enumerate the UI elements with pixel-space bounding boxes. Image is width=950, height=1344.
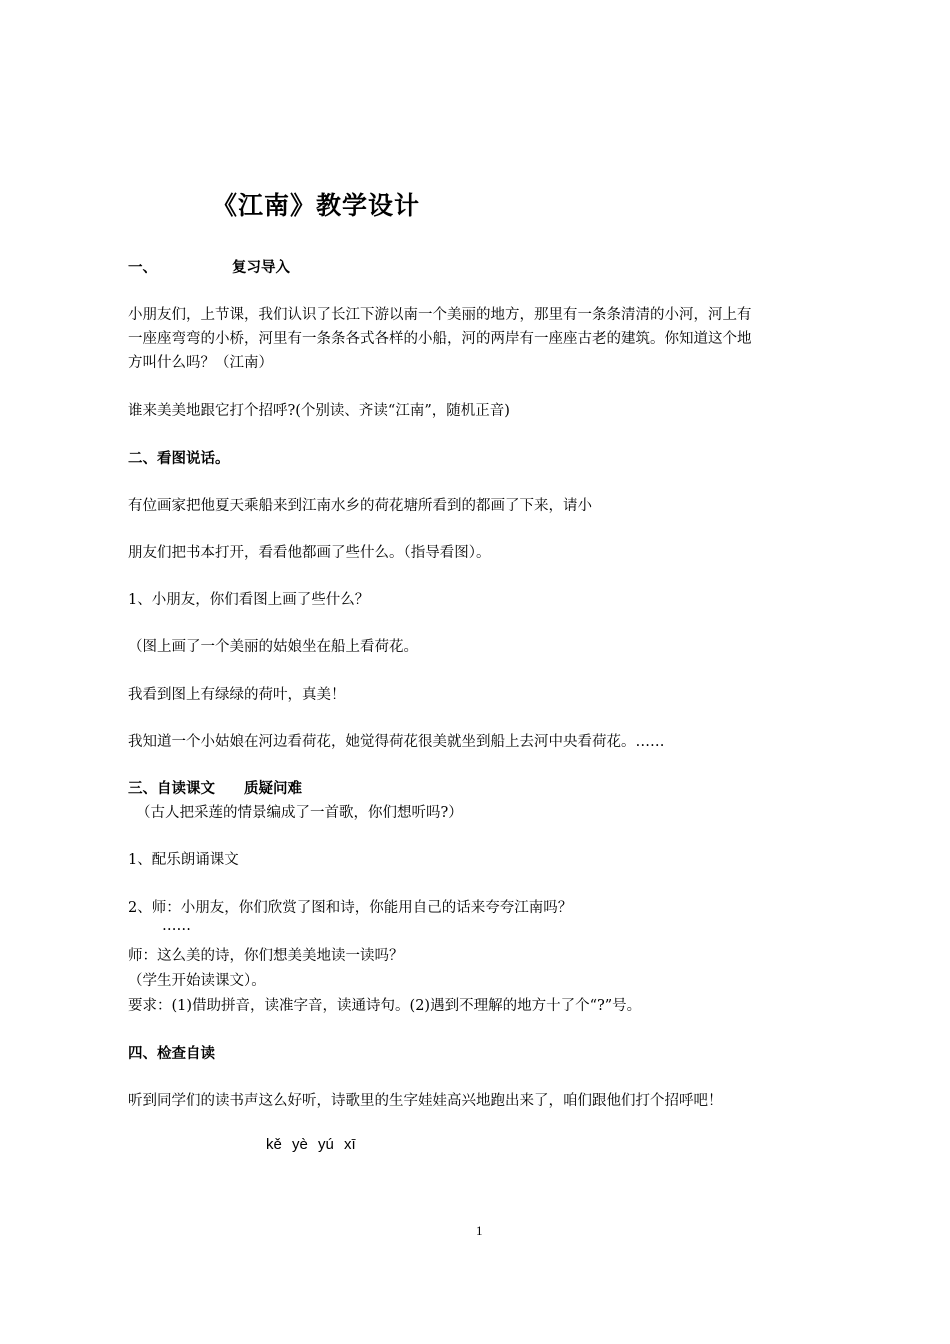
- ellipsis: ……: [162, 918, 191, 934]
- question: 1、小朋友，你们看图上画了些什么？: [128, 592, 370, 608]
- paragraph-line: （学生开始读课文）。: [128, 973, 266, 989]
- answer: 我知道一个小姑娘在河边看荷花，她觉得荷花很美就坐到船上去河中央看荷花。……: [128, 734, 665, 750]
- paragraph: 听到同学们的读书声这么好听，诗歌里的生字娃娃高兴地跑出来了，咱们跟他们打个招呼吧！: [128, 1093, 723, 1109]
- list-item: 2、师：小朋友，你们欣赏了图和诗，你能用自己的话来夸夸江南吗？: [128, 900, 573, 916]
- paragraph: 朋友们把书本打开，看看他都画了些什么。（指导看图）。: [128, 545, 491, 561]
- paragraph-line: 师：这么美的诗，你们想美美地读一读吗？: [128, 948, 404, 964]
- section-3-heading: 三、自读课文 质疑问难: [128, 781, 302, 797]
- list-item: 1、配乐朗诵课文: [128, 852, 239, 868]
- paragraph-line: 小朋友们，上节课，我们认识了长江下游以南一个美丽的地方，那里有一条条清清的小河，河上有: [128, 307, 752, 323]
- section-1-heading: 复习导入: [232, 260, 290, 276]
- section-4-heading: 四、检查自读: [128, 1046, 215, 1062]
- paragraph: 谁来美美地跟它打个招呼?(个别读、齐读“江南”，随机正音): [128, 403, 510, 419]
- answer: （图上画了一个美丽的姑娘坐在船上看荷花。: [128, 639, 418, 655]
- paragraph-line: 一座座弯弯的小桥，河里有一条条各式各样的小船，河的两岸有一座座古老的建筑。你知道这个地: [128, 331, 752, 347]
- paragraph-line: 要求：(1)借助拼音，读准字音，读通诗句。(2)遇到不理解的地方十了个“?”号。: [128, 998, 642, 1014]
- answer: 我看到图上有绿绿的荷叶，真美！: [128, 687, 346, 703]
- page-number: 1: [476, 1223, 483, 1238]
- section-2-heading: 二、看图说话。: [128, 451, 230, 467]
- paragraph: 有位画家把他夏天乘船来到江南水乡的荷花塘所看到的都画了下来，请小: [128, 498, 592, 514]
- pinyin-line: kě yè yú xī: [266, 1136, 356, 1153]
- document-title: 《江南》教学设计: [212, 191, 421, 220]
- paragraph-line: 方叫什么吗？（江南）: [128, 355, 273, 371]
- section-1-number: 一、: [128, 260, 157, 276]
- paragraph: （古人把采莲的情景编成了一首歌，你们想听吗?）: [136, 805, 463, 821]
